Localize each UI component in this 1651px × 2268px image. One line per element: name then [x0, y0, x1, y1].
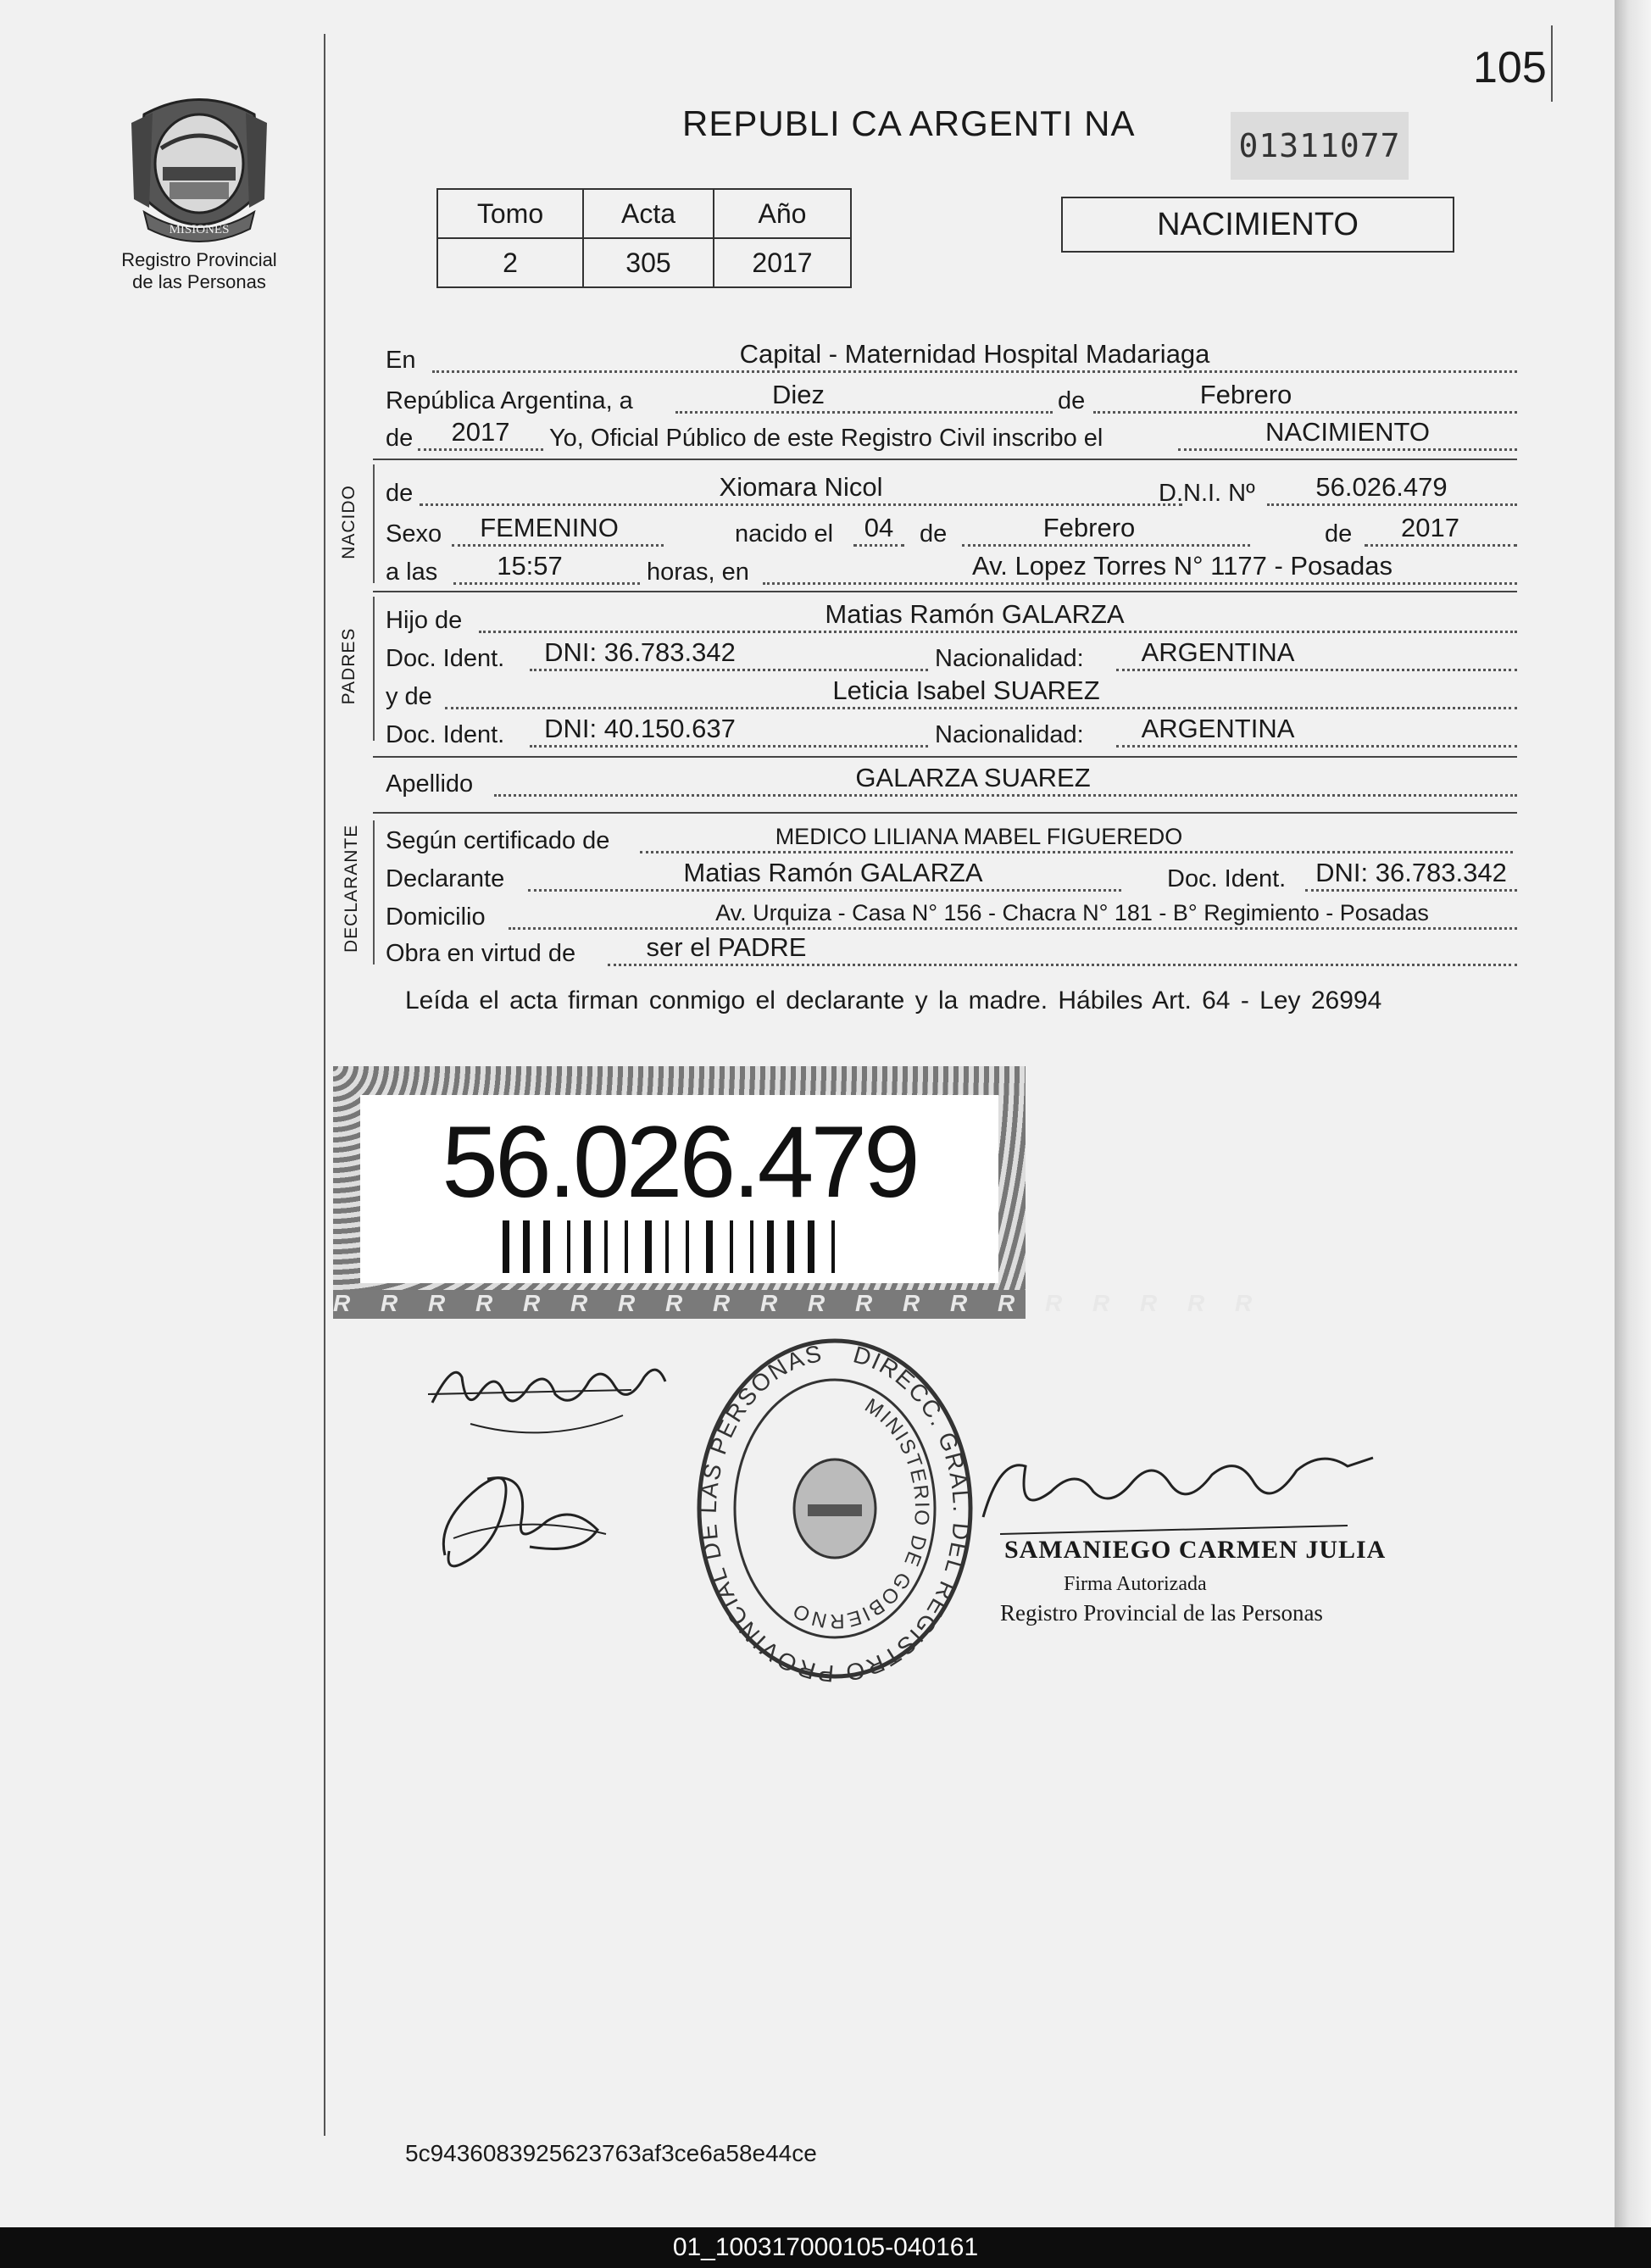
- signature-declarante-icon: [420, 1343, 674, 1454]
- divider-3: [373, 756, 1517, 758]
- ano-value: 2017: [714, 238, 851, 287]
- obra-value: ser el PADRE: [646, 932, 807, 962]
- official-name: SAMANIEGO CARMEN JULIA: [1004, 1536, 1387, 1564]
- dni-sticker-pattern-text: R R R R R R R R R R R R R R R R R R R R: [333, 1290, 1265, 1316]
- barcode-bar: [584, 1220, 591, 1273]
- page-edge: [1615, 0, 1651, 2227]
- father-line: [386, 598, 1517, 638]
- barcode-bar: [730, 1220, 733, 1273]
- father-doc-value: DNI: 36.783.342: [544, 637, 736, 667]
- birth-year-value: 2017: [1401, 513, 1459, 542]
- barcode-bar: [567, 1220, 570, 1273]
- month-value: Febrero: [1199, 380, 1292, 409]
- year-value: 2017: [451, 417, 510, 447]
- dni-label: D.N.I. Nº: [1159, 480, 1255, 507]
- father-nat-label: Nacionalidad:: [935, 645, 1084, 672]
- divider-2: [373, 591, 1517, 592]
- mother-value: Leticia Isabel SUAREZ: [832, 675, 1100, 705]
- republica-label: República Argentina, a: [386, 387, 633, 414]
- misiones-coat-of-arms-icon: [127, 89, 271, 243]
- right-margin-line: [1551, 25, 1553, 102]
- logo-caption-line2: de las Personas: [132, 271, 266, 292]
- sexo-label: Sexo: [386, 520, 442, 548]
- padres-bracket: [373, 597, 375, 741]
- dni-sticker-inner: [360, 1095, 998, 1283]
- declarante-side-label: DECLARANTE: [342, 824, 361, 953]
- page-number: 105: [1473, 43, 1547, 92]
- logo-caption: [102, 249, 297, 293]
- name-line: [386, 470, 1517, 511]
- obra-line: [386, 931, 1517, 971]
- nacido-el-label: nacido el: [735, 520, 834, 548]
- footer-id: 01_100317000105-040161: [672, 2233, 979, 2261]
- mother-nat-label: Nacionalidad:: [935, 721, 1084, 748]
- domicilio-value: Av. Urquiza - Casa N° 156 - Chacra N° 181 - B° Regimiento - Posadas: [715, 900, 1429, 926]
- ano-header: Año: [714, 189, 851, 238]
- mother-doc-line: [386, 712, 1517, 753]
- reference-table: [436, 188, 852, 288]
- en-line: [386, 337, 1517, 378]
- signature-mother-icon: [428, 1454, 614, 1581]
- barcode-bar: [604, 1220, 608, 1273]
- birth-de2-label: de: [1325, 520, 1353, 548]
- svg-text:MINISTERIO DE GOBIERNO: MINISTERIO DE GOBIERNO: [787, 1393, 934, 1633]
- divider-1: [373, 459, 1517, 460]
- time-value: 15:57: [497, 551, 563, 581]
- apellido-line: [386, 761, 1517, 802]
- declarante-label: Declarante: [386, 865, 505, 892]
- father-nat-value: ARGENTINA: [1141, 637, 1295, 667]
- obra-label: Obra en virtud de: [386, 940, 576, 967]
- barcode-bar: [625, 1220, 628, 1273]
- place-value: Av. Lopez Torres N° 1177 - Posadas: [971, 551, 1393, 581]
- declarante-bracket: [373, 820, 375, 964]
- horas-label: horas, en: [647, 559, 749, 586]
- act-type-box: NACIMIENTO: [1061, 197, 1454, 253]
- barcode-bar: [808, 1220, 814, 1273]
- nacido-de-label: de: [386, 480, 414, 507]
- official-stamp-icon: [691, 1335, 979, 1682]
- declarante-doc-value: DNI: 36.783.342: [1315, 858, 1507, 887]
- declarante-value: Matias Ramón GALARZA: [683, 858, 983, 887]
- dni-sticker: [333, 1066, 1265, 1319]
- svg-text:MISIONES: MISIONES: [169, 223, 230, 236]
- sexo-line: [386, 511, 1517, 552]
- de-label: de: [1058, 387, 1086, 414]
- segun-label: Según certificado de: [386, 827, 610, 854]
- barcode-bar: [503, 1220, 509, 1273]
- barcode-bar: [686, 1220, 689, 1273]
- barcode-bar: [750, 1220, 753, 1273]
- tomo-value: 2: [437, 238, 583, 287]
- father-value: Matias Ramón GALARZA: [825, 599, 1125, 629]
- margin-line: [324, 34, 325, 2136]
- en-label: En: [386, 347, 416, 374]
- mother-line: [386, 674, 1517, 714]
- alas-label: a las: [386, 559, 438, 586]
- svg-text:DIRECC. GRAL. DEL REGISTRO PRO: DIRECC. GRAL. DEL REGISTRO PROVINCIAL DE LAS PERSONAS: [694, 1339, 975, 1682]
- father-doc-line: [386, 636, 1517, 676]
- segun-value: MEDICO LILIANA MABEL FIGUEREDO: [775, 824, 1183, 849]
- dni-sticker-pattern: [333, 1290, 1265, 1319]
- closing-statement: Leída el acta firman conmigo el declarante y la madre. Hábiles Art. 64 - Ley 26994: [405, 987, 1382, 1014]
- mother-nat-value: ARGENTINA: [1141, 714, 1295, 743]
- nacido-bracket: [373, 464, 375, 583]
- domicilio-line: [386, 894, 1517, 935]
- barcode-bar: [523, 1220, 530, 1273]
- mother-doc-value: DNI: 40.150.637: [544, 714, 736, 743]
- en-value: Capital - Maternidad Hospital Madariaga: [739, 339, 1210, 369]
- tomo-header: Tomo: [437, 189, 583, 238]
- official-role: Firma Autorizada: [1064, 1573, 1207, 1595]
- day-value: Diez: [771, 380, 825, 409]
- footer-id-bar: [0, 2227, 1651, 2268]
- sexo-value: FEMENINO: [480, 513, 619, 542]
- divider-4: [373, 812, 1517, 814]
- inscribo-value: NACIMIENTO: [1265, 417, 1431, 447]
- dni-sticker-number: 56.026.479: [442, 1105, 917, 1219]
- republica-line: [386, 378, 1517, 419]
- barcode-bar: [787, 1220, 794, 1273]
- serial-number: 01311077: [1231, 112, 1409, 180]
- barcode-bar: [665, 1220, 669, 1273]
- birth-de-label: de: [920, 520, 948, 548]
- barcode-icon: [503, 1220, 926, 1273]
- name-value: Xiomara Nicol: [719, 472, 883, 502]
- official-org: Registro Provincial de las Personas: [1000, 1600, 1323, 1626]
- segun-line: [386, 818, 1517, 859]
- birth-month-value: Febrero: [1042, 513, 1136, 542]
- yo-label: Yo, Oficial Público de este Registro Civil inscribo el: [549, 425, 1103, 452]
- declarante-doc-label: Doc. Ident.: [1167, 865, 1287, 892]
- domicilio-label: Domicilio: [386, 903, 486, 931]
- barcode-bar: [543, 1220, 550, 1273]
- republic-title: REPUBLI CA ARGENTI NA: [682, 103, 1136, 143]
- apellido-value: GALARZA SUAREZ: [855, 763, 1091, 792]
- acta-header: Acta: [583, 189, 714, 238]
- barcode-bar: [831, 1220, 835, 1273]
- de2-label: de: [386, 425, 414, 452]
- document-hash: 5c9436083925623763af3ce6a58e44ce: [405, 2140, 817, 2166]
- logo-caption-line1: Registro Provincial: [121, 249, 277, 270]
- time-line: [386, 549, 1517, 590]
- dni-value: 56.026.479: [1315, 472, 1448, 502]
- acta-value: 305: [583, 238, 714, 287]
- yde-label: y de: [386, 683, 432, 710]
- mother-doc-label: Doc. Ident.: [386, 721, 505, 748]
- apellido-label: Apellido: [386, 770, 474, 798]
- hijo-label: Hijo de: [386, 607, 463, 634]
- inscribo-line: [386, 415, 1517, 456]
- birth-day-value: 04: [864, 513, 894, 542]
- signature-official-icon: [949, 1432, 1381, 1543]
- barcode-bar: [706, 1220, 713, 1273]
- nacido-side-label: NACIDO: [339, 485, 359, 559]
- father-doc-label: Doc. Ident.: [386, 645, 505, 672]
- barcode-bar: [767, 1220, 774, 1273]
- barcode-bar: [645, 1220, 652, 1273]
- declarante-line: [386, 856, 1517, 897]
- padres-side-label: PADRES: [339, 627, 359, 705]
